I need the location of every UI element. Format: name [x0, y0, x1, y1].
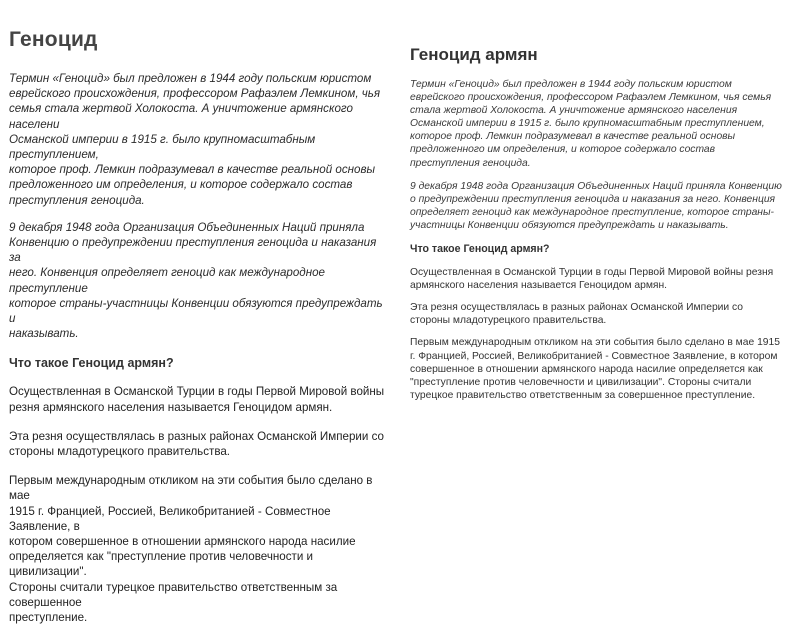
right-s2-line: Эта резня осуществлялась в разных районах Османской Империи со: [410, 302, 744, 314]
right-intro-line: преступления геноцида.: [410, 157, 531, 169]
left-s3-line: Первым международным откликом на эти события было сделано в мае: [9, 474, 373, 503]
right-intro-line: Османской империи в 1915 г. было крупномасштабным преступлением,: [410, 118, 765, 130]
right-article-panel: [392, 0, 800, 445]
right-s1-line: армянского населения называется Геноцидом армян.: [410, 280, 668, 292]
right-un-line: участницы Конвенции обязуются предупреждать и наказывать.: [410, 219, 729, 231]
right-intro-line: которое проф. Лемкин подразумевал в качестве реальной основы: [410, 131, 736, 143]
left-s3-line: 1915 г. Францией, Россией, Великобританией - Совместное Заявление, в: [9, 504, 331, 533]
left-un-line: него. Конвенция определяет геноцид как международное преступление: [9, 266, 325, 295]
right-s3-line: турецкое правительство ответственным за совершенное преступление.: [410, 389, 756, 401]
right-page-title: Геноцид армян: [410, 45, 538, 64]
right-section-paragraph-2: [410, 301, 790, 327]
right-un-line: 9 декабря 1948 года Организация Объединенных Наций приняла Конвенцию: [410, 180, 782, 192]
right-intro-paragraph: [410, 78, 790, 170]
right-intro-line: еврейского происхождения, профессором Рафаэлем Лемкином, чья семья: [410, 92, 772, 104]
right-un-line: о предупреждении преступления геноцида и наказания за него. Конвенция: [410, 193, 776, 205]
left-intro-line: семья стала жертвой Холокоста. А уничтожение армянского населени: [9, 102, 353, 131]
right-section-paragraph-3: [410, 336, 790, 401]
left-un-line: Конвенцию о предупреждении преступления геноцида и наказания за: [9, 236, 377, 265]
left-s3-line: определяется как "преступление против человечности и цивилизации".: [9, 550, 314, 579]
left-intro-line: предложенного им определения, и которое содержало состав: [9, 178, 353, 192]
left-intro-line: Термин «Геноцид» был предложен в 1944 году польским юристом: [9, 72, 372, 85]
left-intro-line: еврейского происхождения, профессором Рафаэлем Лемкином, чья: [9, 87, 381, 101]
left-intro-line: Османской империи в 1915 г. было крупномасштабным преступлением,: [9, 132, 316, 162]
left-s3-line: котором совершенное в отношении армянского народа насилие: [9, 535, 356, 549]
left-un-line: которое страны-участницы Конвенции обязуются предупреждать и: [9, 296, 383, 326]
left-intro-paragraph: [9, 71, 387, 208]
left-s3-line: преступление.: [9, 611, 88, 625]
right-s3-line: Первым международным откликом на эти события было сделано в мае 1915: [410, 337, 780, 349]
left-s1-line: Осуществленная в Османской Турции в годы Первой Мировой войны: [9, 385, 385, 399]
right-un-paragraph: [410, 180, 790, 232]
right-s3-line: "преступление против человечности и цивилизации". Стороны считали: [410, 376, 752, 388]
left-article-panel: [0, 0, 392, 625]
right-intro-line: Термин «Геноцид» был предложен в 1944 году польским юристом: [410, 79, 732, 90]
left-page-title: Геноцид: [9, 28, 98, 51]
left-section-paragraph-3: [9, 473, 387, 625]
left-s1-line: резня армянского населения называется Геноцидом армян.: [9, 400, 333, 414]
left-s2-line: Эта резня осуществлялась в разных районах Османской Империи со: [9, 429, 384, 443]
left-un-line: наказывать.: [9, 327, 79, 341]
right-s3-line: г. Францией, Россией, Великобританией - Совместное Заявление, в котором: [410, 350, 778, 362]
left-s2-line: стороны младотурецкого правительства.: [9, 445, 231, 459]
left-un-line: 9 декабря 1948 года Организация Объединенных Наций приняла: [9, 220, 365, 234]
right-un-line: определяет геноцид как международное преступление, которое страны-: [410, 206, 774, 218]
left-section-paragraph-2: [9, 429, 387, 459]
left-s3-line: Стороны считали турецкое правительство ответственным за совершенное: [9, 580, 338, 609]
right-section-paragraph-1: [410, 266, 790, 292]
left-un-paragraph: [9, 220, 387, 342]
right-intro-line: предложенного им определения, и которое содержало состав: [410, 144, 716, 156]
left-intro-line: преступления геноцида.: [9, 193, 145, 207]
left-section-heading: Что такое Геноцид армян?: [9, 356, 174, 371]
right-section-heading: Что такое Геноцид армян?: [410, 243, 550, 256]
left-intro-line: которое проф. Лемкин подразумевал в качестве реальной основы: [9, 163, 376, 177]
left-section-paragraph-1: [9, 384, 387, 414]
right-s3-line: совершенное в отношении армянского народа насилие определяется как: [410, 363, 763, 375]
right-intro-line: стала жертвой Холокоста. А уничтожение армянского населения: [410, 105, 738, 117]
right-s1-line: Осуществленная в Османской Турции в годы Первой Мировой войны резня: [410, 267, 774, 279]
right-s2-line: стороны младотурецкого правительства.: [410, 315, 607, 327]
